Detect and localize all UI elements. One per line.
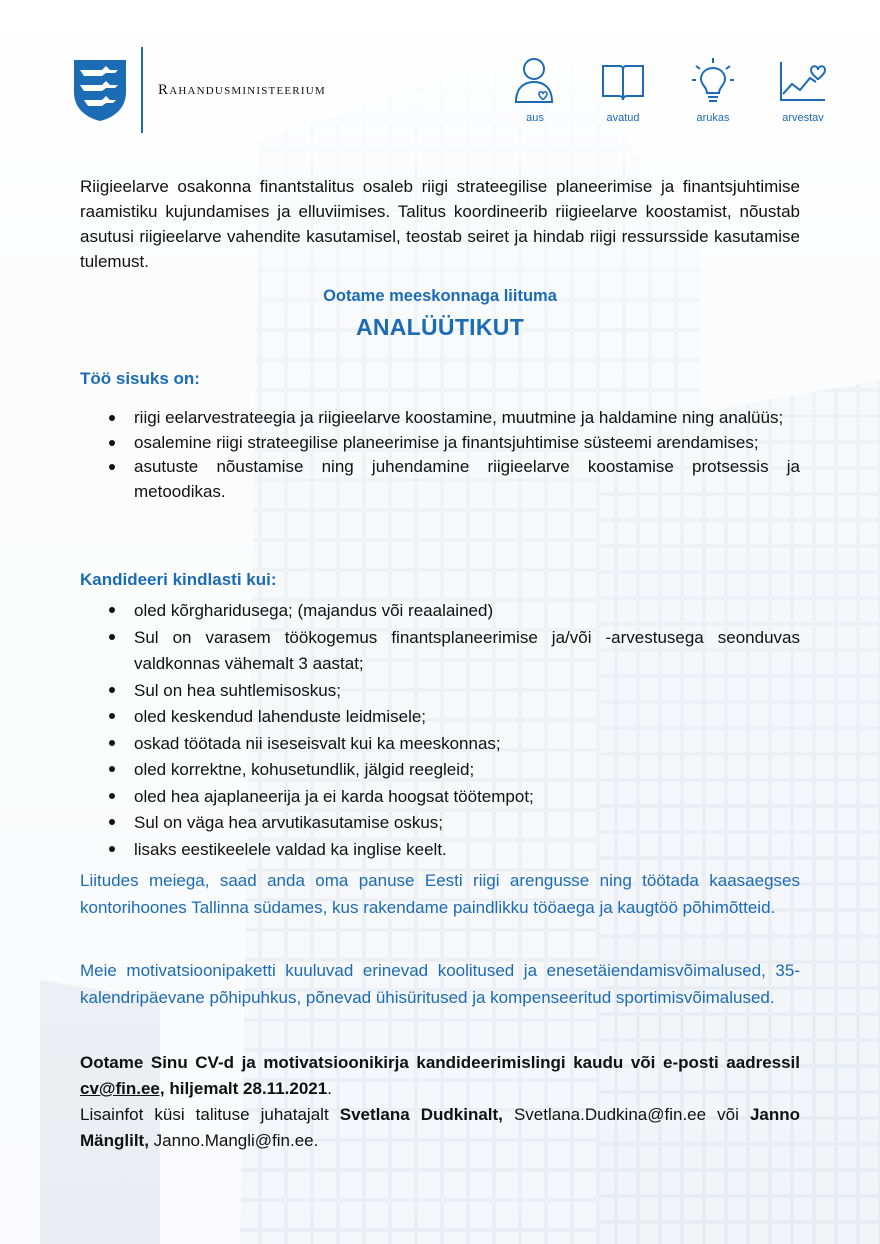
info-prefix: Lisainfot küsi talituse juhatajalt: [80, 1105, 340, 1124]
organization-name: Rahandusministeerium: [158, 82, 326, 98]
application-email-link[interactable]: cv@fin.ee,: [80, 1079, 165, 1098]
values-row: [505, 56, 845, 136]
contact-person-1-name: Svetlana Dudkinalt,: [339, 1105, 503, 1124]
duties-list: [80, 406, 800, 504]
contact-person-2-email[interactable]: Janno.Mangli@fin.ee.: [148, 1131, 319, 1150]
offer-paragraph-1: Liitudes meiega, saad anda oma panuse Eesti riigi arengusse ning töötada kaasaegses kontorihoones Tallinna südames, kus rakendame paindlikku tööaega ja kaugtöö põhimõtteid.: [80, 871, 800, 917]
value-arvestav: [773, 56, 833, 124]
list-item: riigi eelarvestrateegia ja riigieelarve koostamine, muutmine ja haldamine ning analüüs;: [80, 406, 800, 431]
value-label: arukas: [696, 112, 730, 124]
application-instructions: Ootame Sinu CV-d ja motivatsioonikirja kandideerimislingi kaudu või e-posti aadressil: [80, 1053, 800, 1072]
list-item: oskad töötada nii iseseisvalt kui ka meeskonnas;: [80, 731, 800, 758]
list-item: oled hea ajaplaneerija ja ei karda hoogsat töötempot;: [80, 784, 800, 811]
list-item: oled kõrgharidusega; (majandus või reaalained): [80, 598, 800, 625]
requirements-title: Kandideeri kindlasti kui:: [80, 570, 277, 589]
heading-subtitle: Ootame meeskonnaga liituma: [323, 287, 557, 305]
list-item: osalemine riigi strateegilise planeerimise ja finantsjuhtimise süsteemi arendamises;: [80, 431, 800, 456]
offer-paragraph-2: Meie motivatsioonipaketti kuuluvad erinevad koolitused ja enesetäiendamisvõimalused, 35-kalendripäevane põhipuhkus, põnevad ühisüritused ja kompenseeritud sportimisvõimalused.: [80, 961, 800, 1007]
intro-paragraph: Riigieelarve osakonna finantstalitus osaleb riigi strateegilise planeerimise ja finantsjuhtimise raamistiku kujundamises ja elluviimises. Talitus koordineerib riigieelarve koostamist, nõustab asutusi riigieelarve vahendite kasutamisel, teostab seiret ja hindab riigi ressursside kasutamise tulemust.: [80, 177, 800, 271]
value-arukas: [683, 56, 743, 124]
list-item: oled korrektne, kohusetundlik, jälgid reegleid;: [80, 757, 800, 784]
duties-title: Töö sisuks on:: [80, 369, 200, 388]
chart-heart-icon: [778, 56, 828, 106]
value-aus: [505, 56, 565, 124]
list-item: lisaks eestikeelele valdad ka inglise keelt.: [80, 837, 800, 864]
requirements-list: [80, 598, 800, 863]
value-avatud: [593, 56, 653, 124]
list-item: Sul on väga hea arvutikasutamise oskus;: [80, 810, 800, 837]
list-item: asutuste nõustamise ning juhendamine riigieelarve koostamise protsessis ja metoodikas.: [80, 455, 800, 504]
contact-person-2-name: Janno Mänglilt,: [80, 1105, 800, 1150]
list-item: Sul on varasem töökogemus finantsplaneerimise ja/või -arvestusega seonduvas valdkonnas vähemalt 3 aastat;: [80, 625, 800, 678]
deadline-end: .: [327, 1079, 332, 1098]
value-label: avatud: [606, 112, 640, 124]
person-heart-icon: [512, 56, 558, 106]
header-divider: [141, 47, 143, 133]
value-label: aus: [526, 112, 544, 124]
job-title: ANALÜÜTIKUT: [355, 314, 525, 340]
list-item: Sul on hea suhtlemisoskus;: [80, 678, 800, 705]
estonian-coat-of-arms-icon: [72, 58, 128, 122]
application-deadline: hiljemalt 28.11.2021: [164, 1079, 328, 1098]
contact-block: [80, 1050, 800, 1154]
value-label: arvestav: [782, 112, 824, 124]
list-item: oled keskendud lahenduste leidmisele;: [80, 704, 800, 731]
open-book-icon: [600, 56, 646, 106]
lightbulb-icon: [690, 56, 736, 106]
contact-person-1-email[interactable]: Svetlana.Dudkina@fin.ee või: [502, 1105, 750, 1124]
